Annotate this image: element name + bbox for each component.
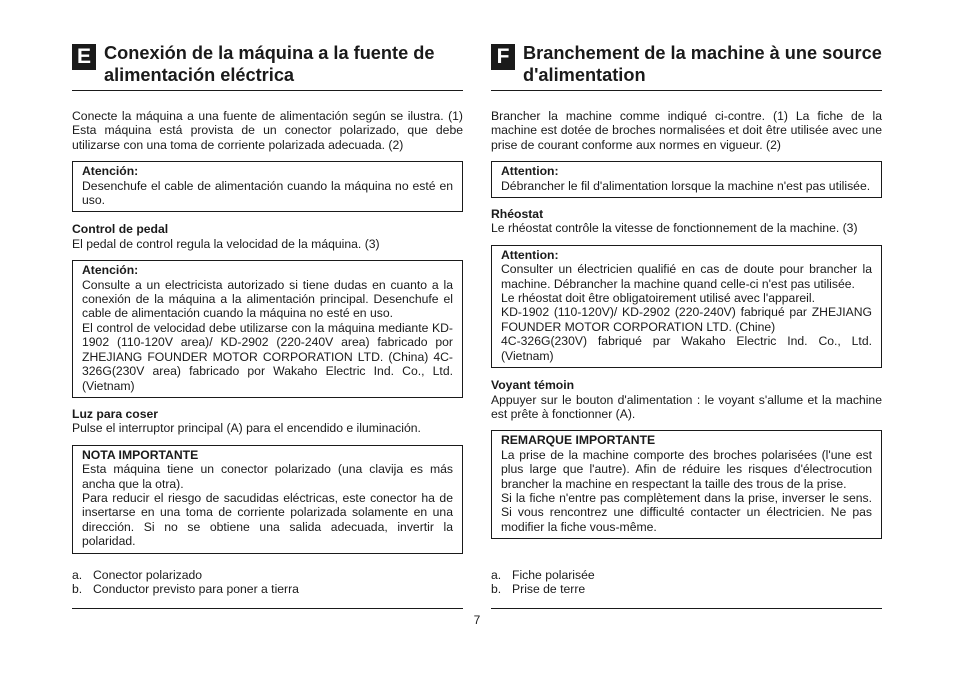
legend-notes-fr (491, 568, 882, 597)
legend-notes-es (72, 568, 463, 597)
intro-text-es: Conecte la máquina a una fuente de alimentación según se ilustra. (1) Esta máquina está provista de un conector polarizado, que debe utilizarse con una toma de corriente polarizada adecuada. (2) (72, 109, 463, 152)
light-section-es (72, 407, 463, 436)
rheostat-title: Rhéostat (491, 207, 544, 222)
pedal-section-es (72, 222, 463, 251)
important-remark-box-fr (491, 430, 882, 539)
legend-item-b: b. Prise de terre (491, 582, 586, 597)
legend-item-a: a. Conector polarizado (72, 568, 203, 582)
light-text: Pulse el interruptor principal (A) para el encendido e iluminación. (72, 421, 421, 436)
important-note-text: Para reducir el riesgo de sacudidas eléctricas, este conector ha de insertarse en una toma de corriente polarizada solamente en una dirección. Si no se obtiene una salida adecuada, invertir la polaridad. (82, 490, 453, 549)
pedal-text: El pedal de control regula la velocidad de la máquina. (3) (72, 236, 380, 251)
header-rule-fr (491, 90, 882, 91)
attention-text: Consulter un électricien qualifié en cas de doute pour brancher la machine. Débrancher la machine quand celle-ci n'est pas utilisée. (501, 262, 872, 291)
spanish-column (72, 40, 463, 597)
attention-box-2-fr (491, 245, 882, 368)
legend-item-b: b. Conductor previsto para poner a tierra (72, 582, 299, 597)
section-title-fr: Branchement de la machine à une source d'alimentation (523, 43, 882, 85)
attention-text: 4C-326G(230V) fabriqué par Wakaho Electric Ind. Co., Ltd. (Vietnam) (501, 334, 872, 363)
important-remark-title: REMARQUE IMPORTANTE (501, 433, 656, 448)
attention-text: Consulte a un electricista autorizado si tiene dudas en cuanto a la conexión de la máquina a la alimentación principal. Desenchufe el cable de alimentación cuando la máquina no esté en uso. (82, 277, 453, 321)
pilot-light-text: Appuyer sur le bouton d'alimentation : le voyant s'allume et la machine est prête à fonctionner (A). (491, 392, 882, 421)
attention-box-2-es (72, 260, 463, 398)
language-badge-e: E (72, 44, 96, 70)
pilot-light-title: Voyant témoin (491, 378, 575, 393)
attention-box-1-es (72, 161, 463, 212)
attention-text: KD-1902 (110-120V)/ KD-2902 (220-240V) fabriqué par ZHEJIANG FOUNDER MOTOR CORPORATION LTD. (Chine) (501, 305, 872, 334)
attention-title: Attention: (501, 247, 559, 262)
attention-text: Débrancher le fil d'alimentation lorsque la machine n'est pas utilisée. (501, 178, 871, 193)
attention-title: Atención: (82, 263, 139, 278)
footer-rule-fr (491, 608, 882, 609)
rheostat-text: Le rhéostat contrôle la vitesse de fonctionnement de la machine. (3) (491, 221, 858, 236)
attention-text: Desenchufe el cable de alimentación cuando la máquina no esté en uso. (82, 178, 453, 208)
important-remark-text: Si la fiche n'entre pas complètement dans la prise, inverser le sens. Si vous rencontrez une difficulté contacter un électricien. Ne pas modifier la fiche vous-même. (501, 490, 872, 534)
light-title: Luz para coser (72, 406, 159, 421)
attention-title: Atención: (82, 164, 139, 179)
footer-rule-es (72, 608, 463, 609)
rheostat-section-fr (491, 207, 882, 236)
attention-title: Attention: (501, 164, 559, 179)
section-header-fr (491, 40, 882, 90)
section-header-es (72, 40, 463, 90)
important-remark-text: La prise de la machine comporte des broches polarisées (l'une est plus large que l'autre). Afin de réduire les risques d'électrocution brancher la machine en respectant la taille des trous de la prise. (501, 447, 872, 491)
french-column (491, 40, 882, 597)
attention-text: El control de velocidad debe utilizarse con la máquina mediante KD-1902 (110-120V area)/ KD-2902 (220-240V area) fabricado por ZHEJIANG FOUNDER MOTOR CORPORATION LTD. (China) 4C-326G(230V area) fabricado por Wakaho Electric Ind. Co., Ltd. (Vietnam) (82, 320, 453, 393)
attention-text: Le rhéostat doit être obligatoirement utilisé avec l'appareil. (501, 291, 815, 306)
intro-text-fr: Brancher la machine comme indiqué ci-contre. (1) La fiche de la machine est dotée de broches normalisées et doit être utilisée avec une prise de courant conforme aux normes en vigueur. (2) (491, 109, 882, 152)
pedal-title: Control de pedal (72, 222, 169, 237)
attention-box-1-fr (491, 161, 882, 198)
header-rule-es (72, 90, 463, 91)
page-number: 7 (473, 613, 481, 627)
legend-item-a: a. Fiche polarisée (491, 568, 595, 582)
pilot-light-section-fr (491, 378, 882, 421)
important-note-text: Esta máquina tiene un conector polarizado (una clavija es más ancha que la otra). (82, 462, 453, 491)
important-note-box-es (72, 445, 463, 554)
important-note-title: NOTA IMPORTANTE (82, 447, 199, 462)
section-title-es: Conexión de la máquina a la fuente de alimentación eléctrica (104, 43, 435, 85)
language-badge-f: F (491, 44, 515, 70)
